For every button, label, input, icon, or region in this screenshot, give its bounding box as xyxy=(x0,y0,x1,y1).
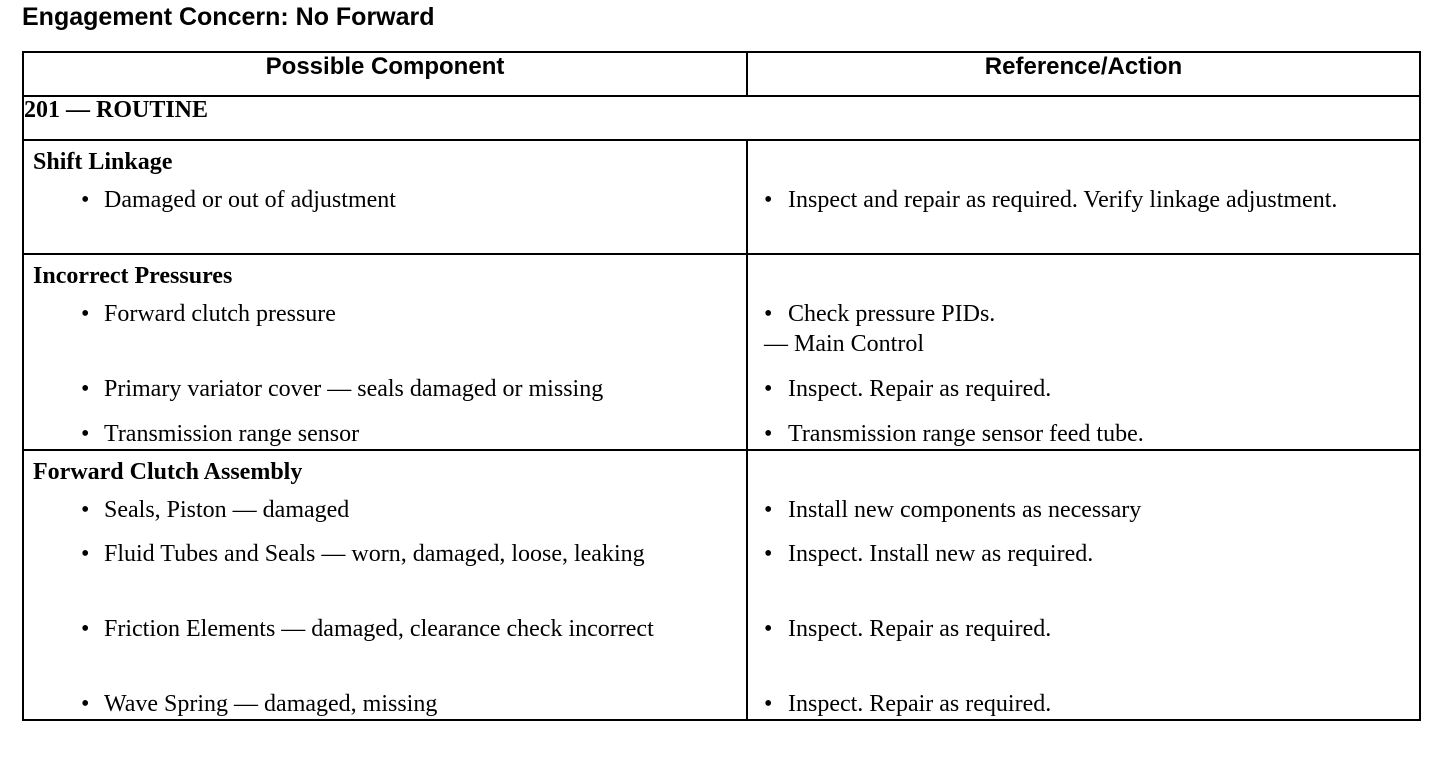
component-cell xyxy=(23,254,747,450)
component-item xyxy=(24,374,746,419)
section-forward-clutch-assembly xyxy=(23,450,1420,720)
bullet-icon: • xyxy=(764,187,773,213)
table-header-row xyxy=(23,52,1420,96)
section-title: Shift Linkage xyxy=(33,149,173,175)
section-title: Incorrect Pressures xyxy=(33,263,233,289)
action-text: Inspect. Repair as required. xyxy=(788,691,1052,717)
action-cell xyxy=(747,254,1420,450)
component-cell xyxy=(23,450,747,720)
bullet-icon: • xyxy=(764,421,773,447)
component-item xyxy=(24,689,746,719)
component-item xyxy=(24,419,746,449)
component-text: Friction Elements — damaged, clearance check incorrect xyxy=(104,616,654,642)
component-item xyxy=(24,539,746,614)
component-text: Primary variator cover — seals damaged or missing xyxy=(104,376,604,402)
action-item xyxy=(748,689,1419,719)
bullet-icon: • xyxy=(81,541,90,567)
bullet-icon: • xyxy=(81,691,90,717)
component-item xyxy=(24,185,746,245)
component-text: Seals, Piston — damaged xyxy=(104,497,350,523)
action-item xyxy=(748,419,1419,449)
action-text: Inspect. Install new as required. xyxy=(788,541,1094,567)
action-item xyxy=(748,374,1419,419)
bullet-icon: • xyxy=(764,616,773,642)
bullet-icon: • xyxy=(81,187,90,213)
diagnosis-table xyxy=(22,51,1421,721)
action-text: Install new components as necessary xyxy=(788,497,1142,523)
bullet-icon: • xyxy=(81,616,90,642)
action-subitem: — Main Control xyxy=(764,331,924,357)
action-cell xyxy=(747,140,1420,254)
component-text: Transmission range sensor xyxy=(104,421,360,447)
component-item xyxy=(24,299,746,374)
bullet-icon: • xyxy=(81,376,90,402)
bullet-icon: • xyxy=(81,301,90,327)
page-title: Engagement Concern: No Forward xyxy=(22,3,435,31)
action-item xyxy=(748,495,1419,539)
section-shift-linkage xyxy=(23,140,1420,254)
action-text: Inspect. Repair as required. xyxy=(788,376,1052,402)
bullet-icon: • xyxy=(81,497,90,523)
section-title: Forward Clutch Assembly xyxy=(33,459,303,485)
bullet-icon: • xyxy=(81,421,90,447)
bullet-icon: • xyxy=(764,691,773,717)
header-possible-component: Possible Component xyxy=(23,52,747,96)
component-text: Fluid Tubes and Seals — worn, damaged, loose, leaking xyxy=(104,541,645,567)
action-text: Check pressure PIDs. xyxy=(788,301,996,327)
component-cell xyxy=(23,140,747,254)
action-cell xyxy=(747,450,1420,720)
action-item xyxy=(748,185,1419,215)
routine-row xyxy=(23,96,1420,140)
bullet-icon: • xyxy=(764,541,773,567)
component-text: Wave Spring — damaged, missing xyxy=(104,691,438,717)
bullet-icon: • xyxy=(764,376,773,402)
component-item xyxy=(24,495,746,539)
routine-label: 201 — ROUTINE xyxy=(23,96,1420,140)
bullet-icon: • xyxy=(764,497,773,523)
component-text: Damaged or out of adjustment xyxy=(104,187,396,213)
bullet-icon: • xyxy=(764,301,773,327)
header-reference-action: Reference/Action xyxy=(747,52,1420,96)
action-text: Inspect and repair as required. Verify linkage adjustment. xyxy=(788,187,1338,213)
action-item xyxy=(748,614,1419,689)
section-incorrect-pressures xyxy=(23,254,1420,450)
action-text: Inspect. Repair as required. xyxy=(788,616,1052,642)
component-text: Forward clutch pressure xyxy=(104,301,336,327)
action-item xyxy=(748,299,1419,374)
action-text: Transmission range sensor feed tube. xyxy=(788,421,1144,447)
action-item xyxy=(748,539,1419,614)
component-item xyxy=(24,614,746,689)
